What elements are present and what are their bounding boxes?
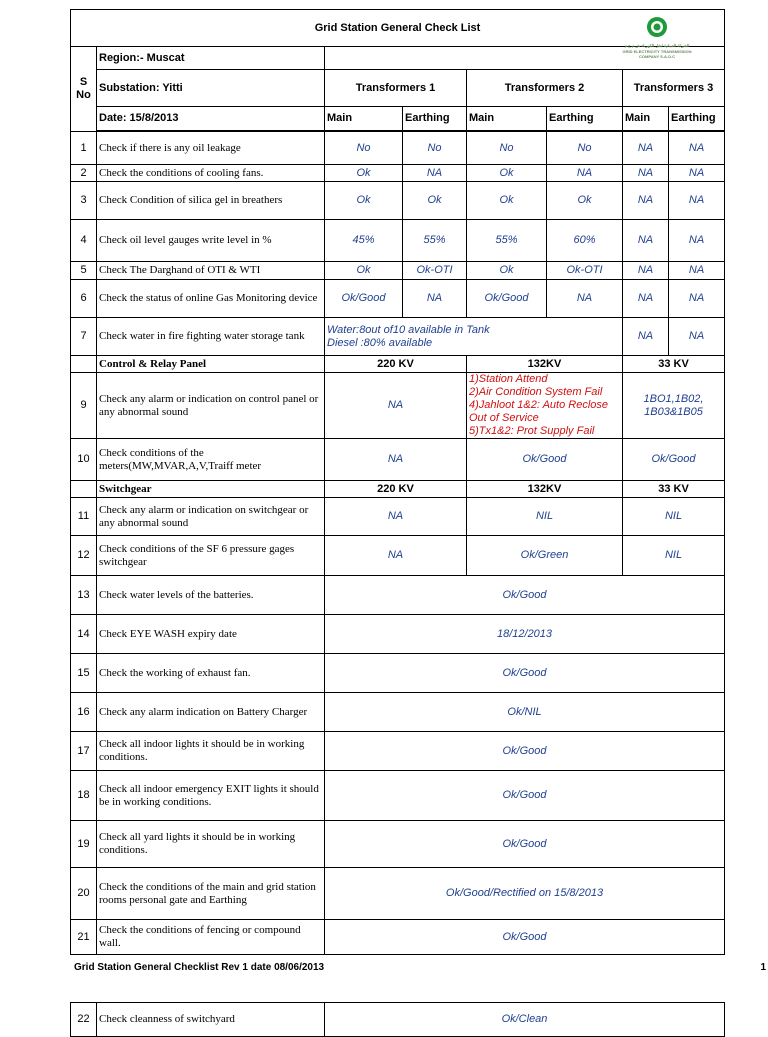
column-header: 220 KV <box>325 356 467 373</box>
check-item: Check cleanness of switchyard <box>97 1003 325 1037</box>
row-number: 22 <box>71 1003 97 1037</box>
date: Date: 15/8/2013 <box>97 107 325 131</box>
value-cell: NA <box>623 280 669 318</box>
value-cell: 18/12/2013 <box>325 615 725 654</box>
value-cell: NA <box>325 536 467 576</box>
column-header: 33 KV <box>623 481 725 498</box>
value-cell: 1BO1,1B02, 1B03&1B05 <box>623 373 725 439</box>
value-cell: 60% <box>547 220 623 262</box>
value-cell: Ok/Good <box>467 280 547 318</box>
value-cell: NA <box>669 182 725 220</box>
check-item: Check water in fire fighting water storage tank <box>97 318 325 356</box>
value-cell: NA <box>669 165 725 182</box>
section-label-switchgear: Switchgear <box>97 481 325 498</box>
page-number: 1 <box>760 962 766 973</box>
water-level: Water:8out of10 available in Tank <box>327 323 490 336</box>
sub-header: Main <box>325 107 403 131</box>
value-cell: Ok/Good/Rectified on 15/8/2013 <box>325 868 725 920</box>
table-row <box>71 821 725 868</box>
value-cell: Ok <box>325 262 403 280</box>
sub-header: Earthing <box>669 107 725 131</box>
check-item: Check any alarm or indication on control panel or any abnormal sound <box>97 373 325 439</box>
check-item: Check all indoor lights it should be in working conditions. <box>97 732 325 771</box>
check-item: Check water levels of the batteries. <box>97 576 325 615</box>
value-cell: NA <box>403 165 467 182</box>
check-item: Check the conditions of cooling fans. <box>97 165 325 182</box>
table-row <box>71 439 725 481</box>
region: Region:- Muscat <box>97 47 325 70</box>
row-number: 21 <box>71 920 97 955</box>
column-header: 33 KV <box>623 356 725 373</box>
table-row <box>71 920 725 955</box>
value-cell: Ok/NIL <box>325 693 725 732</box>
sub-header: Earthing <box>403 107 467 131</box>
substation: Substation: Yitti <box>97 70 325 107</box>
sno-header: S No <box>71 47 97 132</box>
table-row <box>71 732 725 771</box>
value-cell: NA <box>669 132 725 165</box>
alarm-list <box>467 373 623 439</box>
value-cell: Ok/Good <box>325 576 725 615</box>
check-item: Check conditions of the meters(MW,MVAR,A,V,Traiff meter <box>97 439 325 481</box>
value-cell: 55% <box>403 220 467 262</box>
column-header: 220 KV <box>325 481 467 498</box>
check-item: Check the conditions of fencing or compound wall. <box>97 920 325 955</box>
row-number: 4 <box>71 220 97 262</box>
page-title: Grid Station General Check List <box>314 21 481 34</box>
value-cell: Ok <box>325 182 403 220</box>
value-cell: Ok <box>403 182 467 220</box>
check-item: Check conditions of the SF 6 pressure gages switchgear <box>97 536 325 576</box>
logo-arabic: الشركة العمانية لنقل الكهرباء ش.م.ع.م <box>624 43 690 48</box>
value-cell: Ok/Good <box>325 280 403 318</box>
row-number: 7 <box>71 318 97 356</box>
table-row <box>71 132 725 165</box>
table-row <box>71 615 725 654</box>
value-cell: Ok <box>467 182 547 220</box>
table-row <box>71 165 725 182</box>
row-number: 14 <box>71 615 97 654</box>
value-cell: Ok/Good <box>467 439 623 481</box>
check-item: Check oil level gauges write level in % <box>97 220 325 262</box>
row-number: 6 <box>71 280 97 318</box>
value-cell: Ok/Good <box>623 439 725 481</box>
table-row <box>71 182 725 220</box>
row-number: 13 <box>71 576 97 615</box>
value-cell: NIL <box>623 498 725 536</box>
check-item: Check any alarm or indication on switchgear or any abnormal sound <box>97 498 325 536</box>
table-row <box>71 1003 725 1037</box>
row-number: 12 <box>71 536 97 576</box>
check-item: Check EYE WASH expiry date <box>97 615 325 654</box>
check-item: Check all indoor emergency EXIT lights it should be in working conditions. <box>97 771 325 821</box>
continuation-table <box>70 1002 725 1037</box>
check-item: Check Condition of silica gel in breathers <box>97 182 325 220</box>
value-cell: NA <box>623 318 669 356</box>
value-cell: No <box>403 132 467 165</box>
check-item: Check the working of exhaust fan. <box>97 654 325 693</box>
row-number: 18 <box>71 771 97 821</box>
value-cell: Ok-OTI <box>403 262 467 280</box>
value-cell: No <box>325 132 403 165</box>
check-item: Check the conditions of the main and grid station rooms personal gate and Earthing <box>97 868 325 920</box>
value-cell: NIL <box>623 536 725 576</box>
section-label-control: Control & Relay Panel <box>97 356 325 373</box>
row-number: 9 <box>71 373 97 439</box>
footer-text: Grid Station General Checklist Rev 1 date 08/06/2013 <box>74 962 325 973</box>
alarm-item: 5)Tx1&2: Prot Supply Fail <box>469 425 595 437</box>
section-header-row <box>71 356 725 373</box>
check-item: Check all yard lights it should be in working conditions. <box>97 821 325 868</box>
value-cell: Ok <box>467 165 547 182</box>
value-cell: NA <box>623 132 669 165</box>
row-number: 15 <box>71 654 97 693</box>
value-cell: NA <box>325 439 467 481</box>
table-row <box>71 693 725 732</box>
value-cell: Ok/Good <box>325 821 725 868</box>
diesel-level: Diesel :80% available <box>327 336 433 349</box>
value-cell: NA <box>623 262 669 280</box>
table-row <box>71 498 725 536</box>
value-cell: NA <box>547 280 623 318</box>
table-row <box>71 280 725 318</box>
table-row <box>71 536 725 576</box>
water-tank-value <box>325 318 623 356</box>
value-cell: NA <box>669 262 725 280</box>
value-cell: Ok/Green <box>467 536 623 576</box>
column-header: 132KV <box>467 481 623 498</box>
row-number: 16 <box>71 693 97 732</box>
table-row <box>71 373 725 439</box>
value-cell: 45% <box>325 220 403 262</box>
value-cell: No <box>467 132 547 165</box>
table-row <box>71 654 725 693</box>
row-number: 5 <box>71 262 97 280</box>
value-cell: NA <box>623 182 669 220</box>
row-number: 11 <box>71 498 97 536</box>
row-number: 10 <box>71 439 97 481</box>
value-cell: Ok-OTI <box>547 262 623 280</box>
value-cell: NA <box>547 165 623 182</box>
company-logo <box>612 16 702 60</box>
value-cell: Ok <box>325 165 403 182</box>
check-item: Check if there is any oil leakage <box>97 132 325 165</box>
alarm-item: 2)Air Condition System Fail <box>469 386 603 398</box>
transformer-3-header: Transformers 3 <box>623 70 725 107</box>
row-number: 20 <box>71 868 97 920</box>
value-cell: Ok/Good <box>325 732 725 771</box>
value-cell: Ok/Clean <box>325 1003 725 1037</box>
table-row <box>71 262 725 280</box>
transformer-2-header: Transformers 2 <box>467 70 623 107</box>
value-cell: NA <box>623 165 669 182</box>
row-number: 17 <box>71 732 97 771</box>
table-row <box>71 771 725 821</box>
checklist-table <box>70 9 725 955</box>
value-cell: NA <box>403 280 467 318</box>
row-number: 1 <box>71 132 97 165</box>
value-cell: NA <box>325 373 467 439</box>
table-row <box>71 868 725 920</box>
value-cell: NA <box>669 280 725 318</box>
check-item: Check any alarm indication on Battery Charger <box>97 693 325 732</box>
alarm-item: 4)Jahloot 1&2: Auto Reclose Out of Service <box>469 399 609 424</box>
transformer-1-header: Transformers 1 <box>325 70 467 107</box>
sub-header: Earthing <box>547 107 623 131</box>
check-item: Check The Darghand of OTI & WTI <box>97 262 325 280</box>
logo-emblem-icon <box>645 16 669 38</box>
value-cell: NA <box>669 318 725 356</box>
alarm-item: 1)Station Attend <box>469 373 548 385</box>
value-cell: NA <box>623 220 669 262</box>
table-row <box>71 220 725 262</box>
row-number: 19 <box>71 821 97 868</box>
sub-header: Main <box>467 107 547 131</box>
value-cell: Ok <box>467 262 547 280</box>
column-header: 132KV <box>467 356 623 373</box>
check-item: Check the status of online Gas Monitoring device <box>97 280 325 318</box>
value-cell: NA <box>669 220 725 262</box>
row-number: 3 <box>71 182 97 220</box>
value-cell: NA <box>325 498 467 536</box>
value-cell: Ok/Good <box>325 771 725 821</box>
table-row <box>71 318 725 356</box>
value-cell: 55% <box>467 220 547 262</box>
value-cell: Ok/Good <box>325 920 725 955</box>
value-cell: No <box>547 132 623 165</box>
section-header-row <box>71 481 725 498</box>
logo-text: GRID ELECTRICITY TRANSMISSION COMPANY S.A.O.C <box>622 49 692 59</box>
value-cell: Ok/Good <box>325 654 725 693</box>
table-row <box>71 576 725 615</box>
value-cell: NIL <box>467 498 623 536</box>
row-number: 2 <box>71 165 97 182</box>
value-cell: Ok <box>547 182 623 220</box>
sub-header: Main <box>623 107 669 131</box>
